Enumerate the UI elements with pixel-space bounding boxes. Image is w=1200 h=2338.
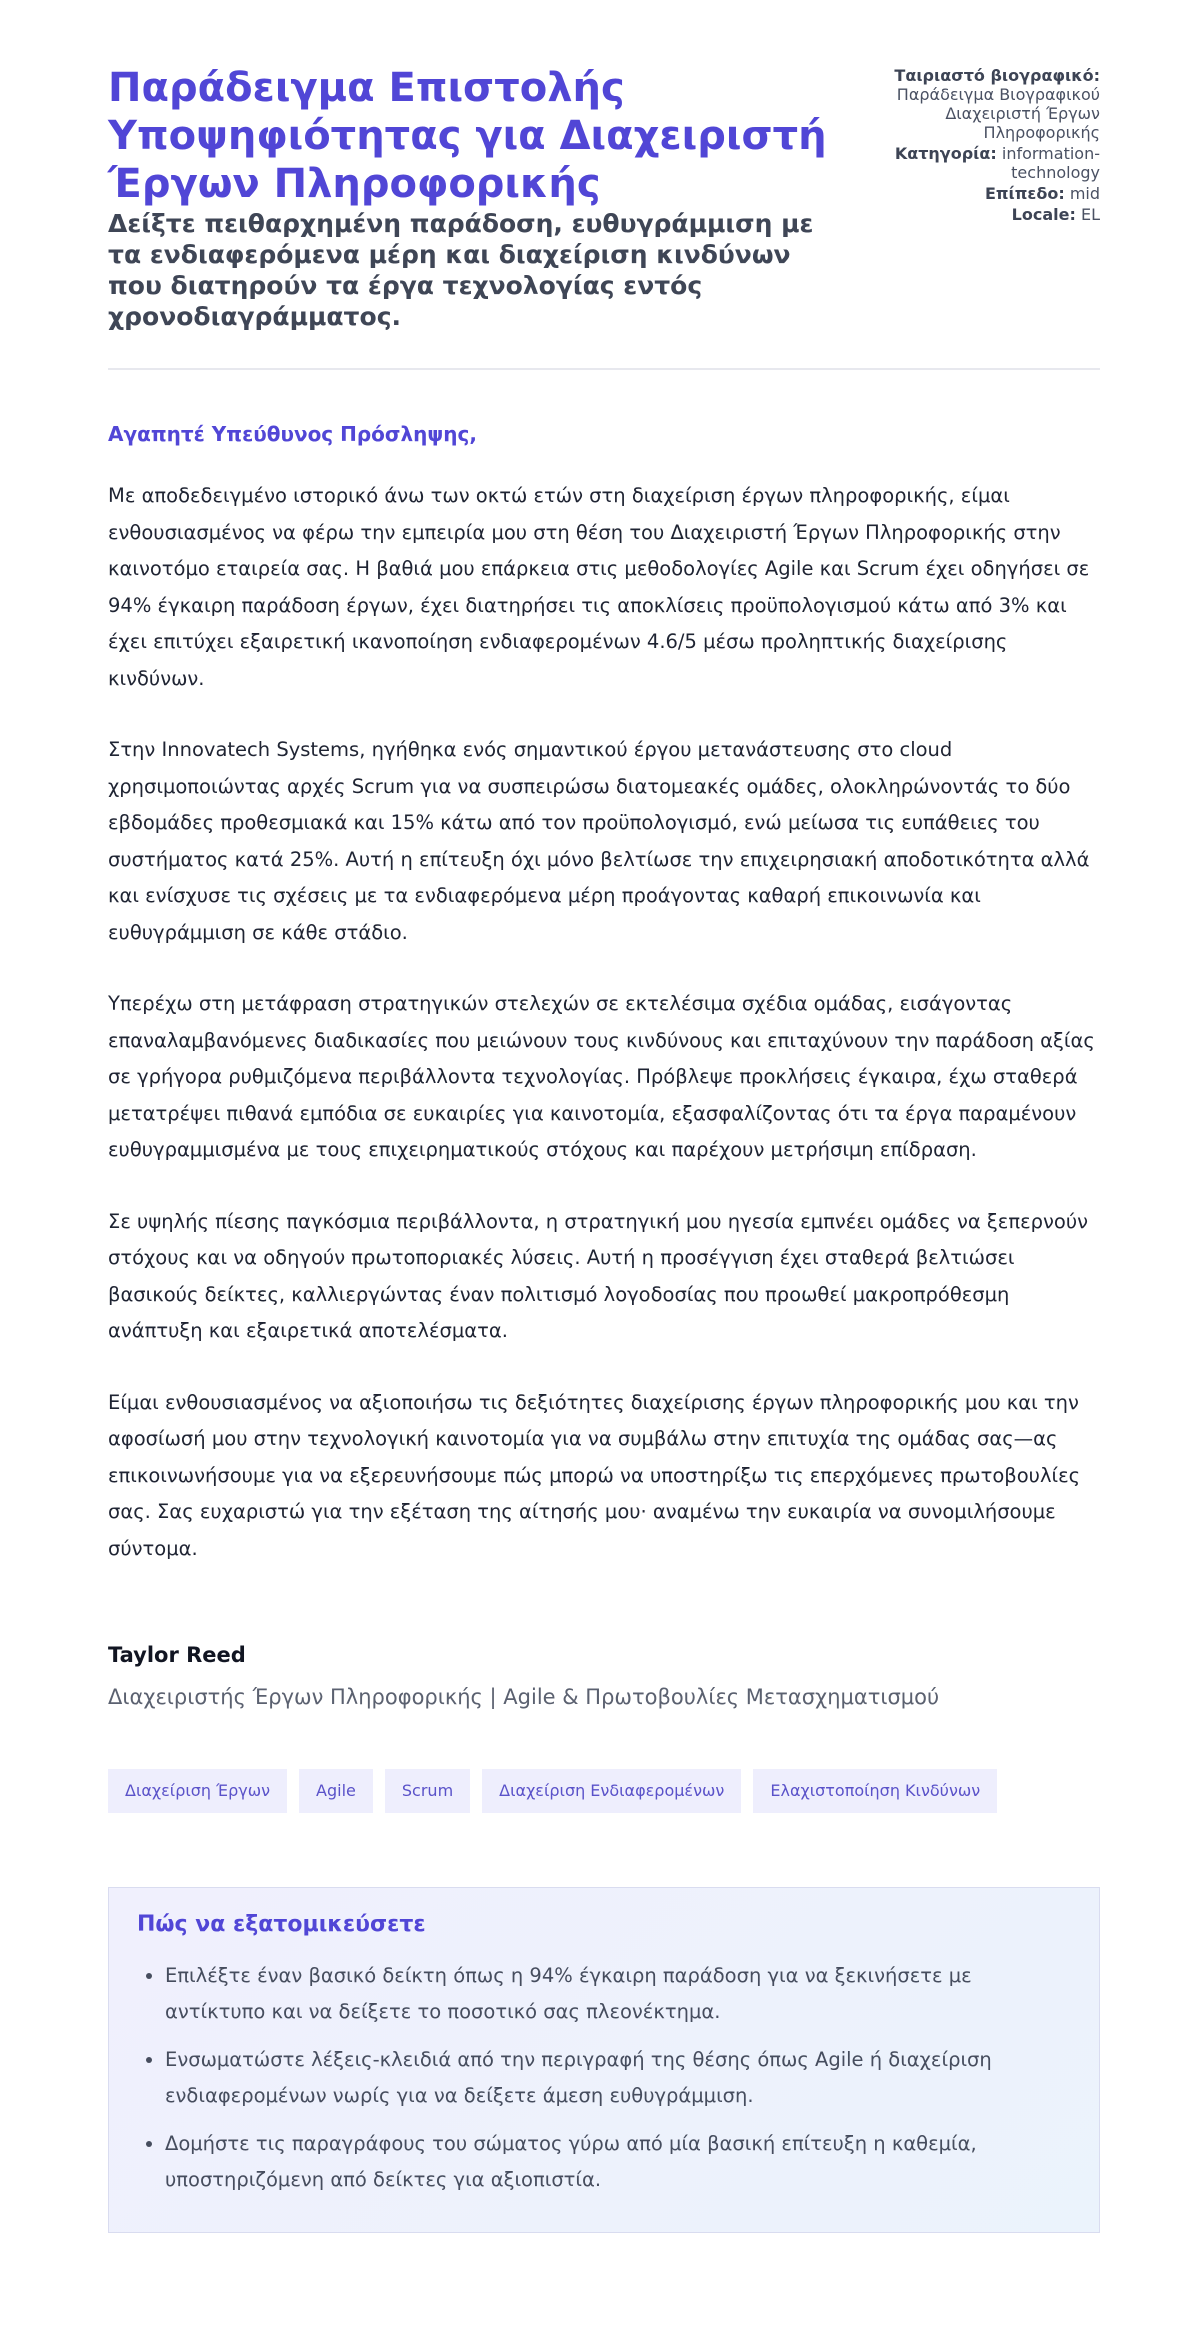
- page-header: [108, 60, 1100, 370]
- skill-tags: [108, 1769, 1100, 1813]
- meta-category: [875, 144, 1100, 182]
- signature-block: [108, 1641, 1100, 1711]
- header-titles: [108, 60, 838, 332]
- letter-body: [108, 420, 1100, 1567]
- letter-paragraph: Υπερέχω στη μετάφραση στρατηγικών στελεχών σε εκτελέσιμα σχέδια ομάδας, εισάγοντας επαναλαμβανόμενες διαδικασίες που μειώνουν τους κινδύνους και επιταχύνουν την παράδοση αξίας σε γρήγορα ρυθμιζόμενα περιβάλλοντα τεχνολογίας. Πρόβλεψε προκλήσεις έγκαιρα, έχω σταθερά μετατρέψει πιθανά εμπόδια σε ευκαιρίες για καινοτομία, εξασφαλίζοντας ότι τα έργα παραμένουν ευθυγραμμισμένα με τους επιχειρηματικούς στόχους και παρέχουν μετρήσιμη επίδραση.: [108, 992, 1095, 1161]
- meta-category-value: information-technology: [1001, 144, 1100, 182]
- tips-list: [137, 1958, 1071, 2198]
- tip-item: • Ενσωματώστε λέξεις-κλειδιά από την περιγραφή της θέσης όπως Agile ή διαχείριση ενδιαφερομένων νωρίς για να δείξετε άμεση ευθυγράμμιση.: [165, 2042, 1071, 2114]
- letter-paragraph: Σε υψηλής πίεσης παγκόσμια περιβάλλοντα, η στρατηγική μου ηγεσία εμπνέει ομάδες να ξεπερνούν στόχους και να οδηγούν πρωτοποριακές λύσεις. Αυτή η προσέγγιση έχει σταθερά βελτιώσει βασικούς δείκτες, καλλιεργώντας έναν πολιτισμό λογοδοσίας που προωθεί μακροπρόθεσμη ανάπτυξη και εξαιρετικά αποτελέσματα.: [108, 1209, 1088, 1342]
- letter-paragraph: Στην Innovatech Systems, ηγήθηκα ενός σημαντικού έργου μετανάστευσης στο cloud χρησιμοποιώντας αρχές Scrum για να συσπειρώσω διατομεακές ομάδες, ολοκληρώνοντάς το δύο εβδομάδες προθεσμιακά και 15% κάτω από τον προϋπολογισμό, ενώ μείωσα τις ευπάθειες του συστήματος κατά 25%. Αυτή η επίτευξη όχι μόνο βελτίωσε την επιχειρησιακή αποδοτικότητα αλλά και ενίσχυσε τις σχέσεις με τα ενδιαφερόμενα μέρη προάγοντας καθαρή επικοινωνία και ευθυγράμμιση σε κάθε στάδιο.: [108, 738, 1090, 944]
- skill-tag: Διαχείριση Ενδιαφερομένων: [482, 1769, 741, 1813]
- customization-tips: [108, 1887, 1100, 2233]
- letter-greeting: Αγαπητέ Υπεύθυνος Πρόσληψης,: [108, 422, 477, 446]
- meta-resume-value: Παράδειγμα Βιογραφικού Διαχειριστή Έργων Πληροφορικής: [896, 85, 1100, 142]
- letter-paragraph: Είμαι ενθουσιασμένος να αξιοποιήσω τις δεξιότητες διαχείρισης έργων πληροφορικής μου και την αφοσίωσή μου στην τεχνολογική καινοτομία για να συμβάλω στην επιτυχία της ομάδας σας—ας επικοινωνήσουμε για να εξερευνήσουμε πώς μπορώ να υποστηρίξω τις επερχόμενες πρωτοβουλίες σας. Σας ευχαριστώ για την εξέταση της αίτησής μου· αναμένω την ευκαιρία να συνομιλήσουμε σύντομα.: [108, 1390, 1081, 1560]
- page-title: Παράδειγμα Επιστολής Υποψηφιότητας για Διαχειριστή Έργων Πληροφορικής: [108, 65, 827, 207]
- meta-category-label: Κατηγορία:: [894, 144, 997, 163]
- signature-name: Taylor Reed: [108, 1643, 246, 1667]
- meta-locale: [875, 205, 1100, 224]
- cover-letter-page: [108, 60, 1100, 2233]
- meta-level: [875, 184, 1100, 203]
- meta-locale-value: EL: [1080, 205, 1100, 224]
- meta-panel: [875, 66, 1100, 226]
- meta-level-label: Επίπεδο:: [984, 184, 1065, 203]
- skill-tag: Agile: [299, 1769, 373, 1813]
- meta-locale-label: Locale:: [1011, 205, 1076, 224]
- meta-resume-label: Ταιριαστό βιογραφικό:: [894, 66, 1100, 85]
- page-subtitle: Δείξτε πειθαρχημένη παράδοση, ευθυγράμμιση με τα ενδιαφερόμενα μέρη και διαχείριση κινδύνων που διατηρούν τα έργα τεχνολογίας εντός χρονοδιαγράμματος.: [108, 209, 814, 331]
- tip-item: • Επιλέξτε έναν βασικό δείκτη όπως η 94% έγκαιρη παράδοση για να ξεκινήσετε με αντίκτυπο και να δείξετε το ποσοτικό σας πλεονέκτημα.: [165, 1958, 1071, 2030]
- skill-tag: Ελαχιστοποίηση Κινδύνων: [753, 1769, 997, 1813]
- letter-paragraph: Με αποδεδειγμένο ιστορικό άνω των οκτώ ετών στη διαχείριση έργων πληροφορικής, είμαι ενθουσιασμένος να φέρω την εμπειρία μου στη θέση του Διαχειριστή Έργων Πληροφορικής στην καινοτόμο εταιρεία σας. Η βαθιά μου επάρκεια στις μεθοδολογίες Agile και Scrum έχει οδηγήσει σε 94% έγκαιρη παράδοση έργων, έχει διατηρήσει τις αποκλίσεις προϋπολογισμού κάτω από 3% και έχει επιτύχει εξαιρετική ικανοποίηση ενδιαφερομένων 4.6/5 μέσω προληπτικής διαχείρισης κινδύνων.: [108, 484, 1090, 690]
- signature-title: Διαχειριστής Έργων Πληροφορικής | Agile & Πρωτοβουλίες Μετασχηματισμού: [108, 1685, 940, 1709]
- tips-title: Πώς να εξατομικεύσετε: [137, 1912, 426, 1937]
- meta-level-value: mid: [1069, 184, 1100, 203]
- skill-tag: Διαχείριση Έργων: [108, 1769, 287, 1813]
- skill-tag: Scrum: [385, 1769, 470, 1813]
- meta-resume: [875, 66, 1100, 142]
- tip-item: • Δομήστε τις παραγράφους του σώματος γύρω από μία βασική επίτευξη η καθεμία, υποστηριζόμενη από δείκτες για αξιοπιστία.: [165, 2126, 1071, 2198]
